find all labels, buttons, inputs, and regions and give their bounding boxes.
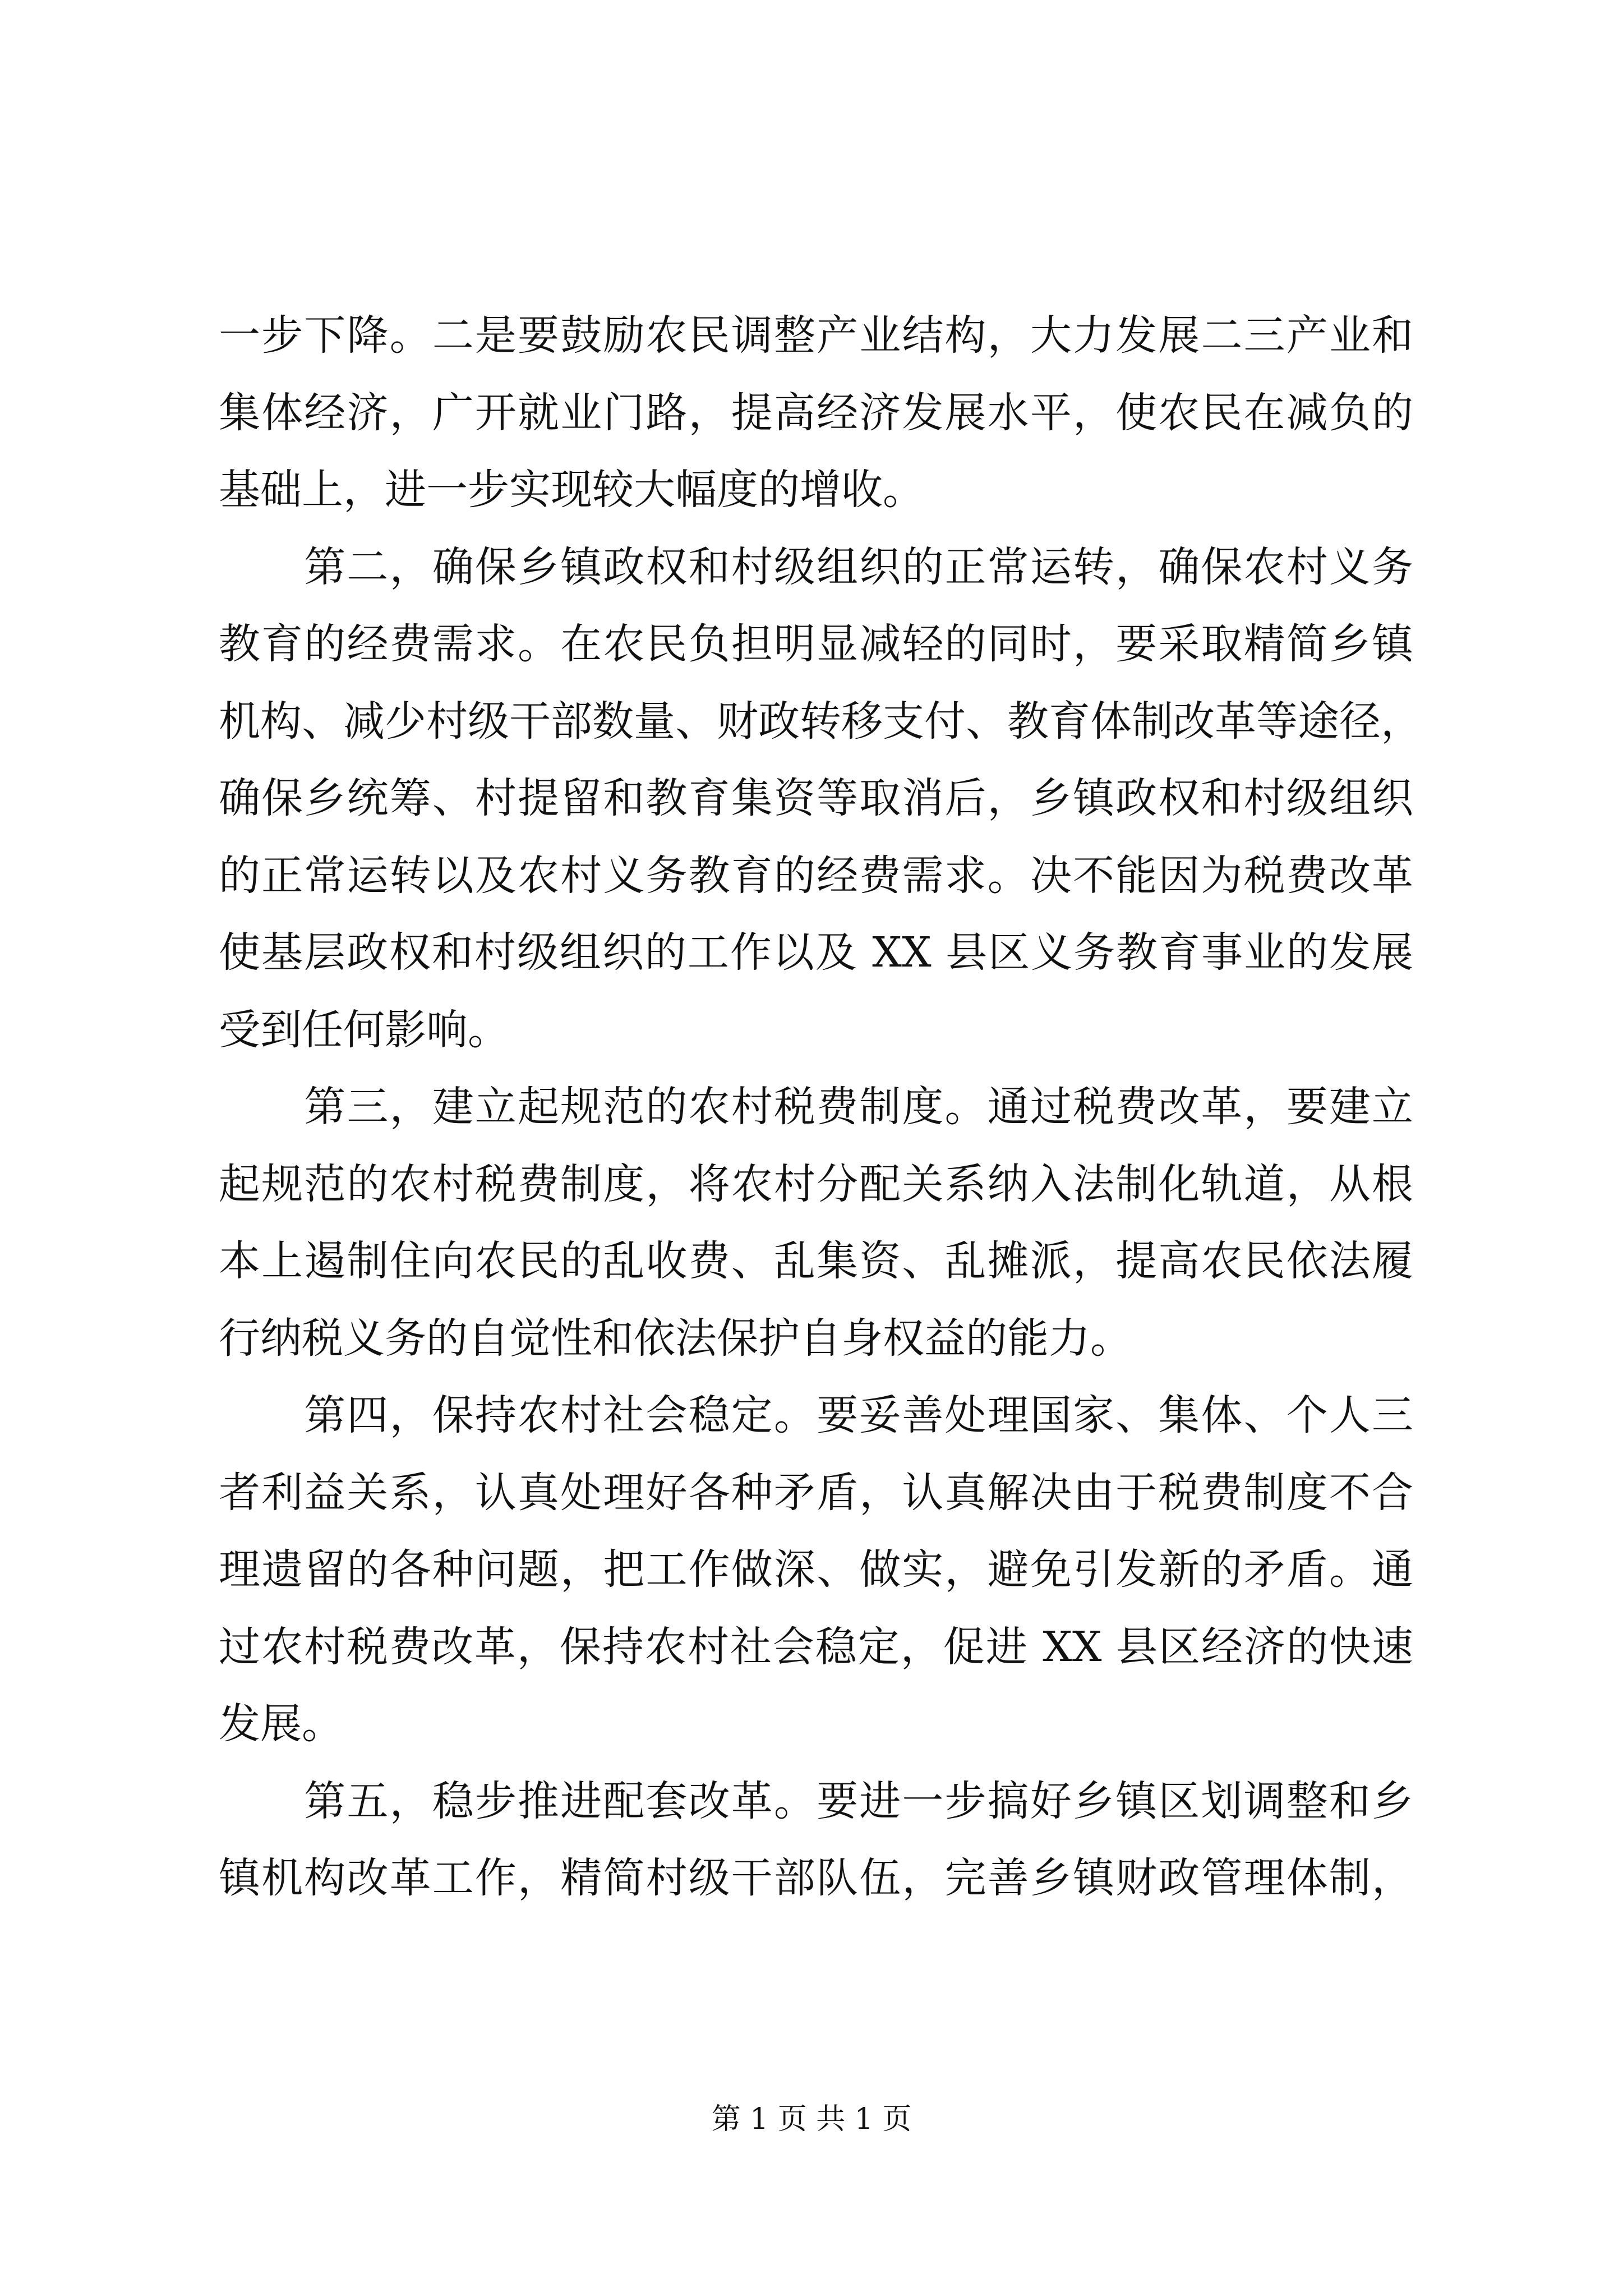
text-line: 一步下降。二是要鼓励农民调整产业结构，大力发展二三产业和 [219, 311, 1413, 360]
text-line: 第四，保持农村社会稳定。要妥善处理国家、集体、个人三 [219, 1391, 1413, 1439]
text-line: 机构、减少村级干部数量、财政转移支付、教育体制改革等途径， [219, 697, 1422, 746]
text-line: 镇机构改革工作，精简村级干部队伍，完善乡镇财政管理体制， [219, 1854, 1413, 1902]
text-line: 本上遏制住向农民的乱收费、乱集资、乱摊派，提高农民依法履 [219, 1237, 1413, 1285]
text-line: 起规范的农村税费制度，将农村分配关系纳入法制化轨道，从根 [219, 1159, 1413, 1208]
text-line: 受到任何影响。 [219, 1005, 509, 1054]
document-body [219, 297, 1422, 1917]
text-line: 使基层政权和村级组织的工作以及 XX 县区义务教育事业的发展 [219, 928, 1413, 977]
page-footer: 第 1 页 共 1 页 [711, 2102, 912, 2136]
text-line: 第二，确保乡镇政权和村级组织的正常运转，确保农村义务 [219, 542, 1413, 591]
text-line: 发展。 [219, 1700, 343, 1748]
text-line: 第五，稳步推进配套改革。要进一步搞好乡镇区划调整和乡 [219, 1777, 1413, 1825]
text-line: 行纳税义务的自觉性和依法保护自身权益的能力。 [219, 1314, 1132, 1363]
text-line: 集体经济，广开就业门路，提高经济发展水平，使农民在减负的 [219, 388, 1413, 437]
text-line: 第三，建立起规范的农村税费制度。通过税费改革，要建立 [219, 1083, 1413, 1131]
text-line: 者利益关系，认真处理好各种矛盾，认真解决由于税费制度不合 [219, 1468, 1413, 1517]
text-line: 过农村税费改革，保持农村社会稳定，促进 XX 县区经济的快速 [219, 1622, 1413, 1671]
text-line: 基础上，进一步实现较大幅度的增收。 [219, 466, 924, 514]
text-line: 理遗留的各种问题，把工作做深、做实，避免引发新的矛盾。通 [219, 1545, 1413, 1594]
text-line: 确保乡统筹、村提留和教育集资等取消后，乡镇政权和村级组织 [219, 774, 1413, 822]
text-line: 教育的经费需求。在农民负担明显减轻的同时，要采取精简乡镇 [219, 620, 1413, 668]
text-line: 的正常运转以及农村义务教育的经费需求。决不能因为税费改革 [219, 851, 1413, 900]
